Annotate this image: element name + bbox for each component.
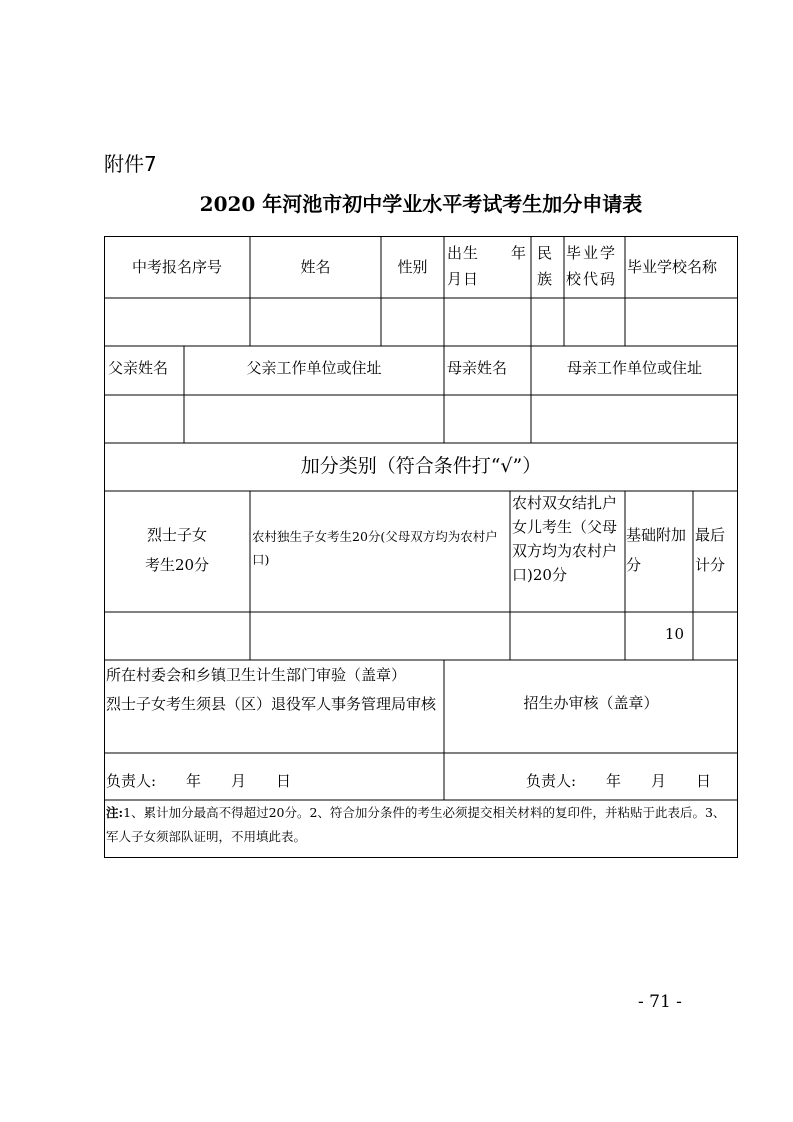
- note-label: 注:: [106, 805, 124, 820]
- header-father-name: 父亲姓名: [108, 359, 169, 377]
- note-text: 1、累计加分最高不得超过20分。2、符合加分条件的考生必须提交相关材料的复印件，并粘贴于此表后。3、军人子女须部队证明，不用填此表。: [106, 805, 726, 844]
- base-points-value: 10: [664, 625, 684, 643]
- header-mother-name: 母亲姓名: [447, 359, 508, 377]
- header-registration-number: 中考报名序号: [131, 258, 222, 276]
- header-final-score: 最后计分: [695, 526, 726, 574]
- veterans-review-line: 烈士子女考生须县（区）退役军人事务管理局审核: [106, 695, 437, 713]
- header-name: 姓名: [300, 258, 331, 276]
- attachment-label: 附件7: [104, 152, 157, 176]
- form-title: 2020 年河池市初中学业水平考试考生加分申请表: [199, 192, 643, 216]
- header-base-points: 基础附加分: [626, 526, 687, 574]
- header-father-workplace: 父亲工作单位或住址: [246, 359, 382, 377]
- header-birth-date: 出生 年月日: [447, 244, 528, 288]
- admissions-review-label: 招生办审核（盖章）: [523, 694, 659, 712]
- header-school-code: 毕业学校代码: [566, 244, 618, 288]
- header-gender: 性别: [397, 258, 428, 276]
- header-rural-only-child: 农村独生子女考生20分(父母双方均为农村户口): [252, 529, 498, 567]
- application-form-table: [104, 236, 738, 858]
- header-mother-workplace: 母亲工作单位或住址: [566, 359, 702, 377]
- header-ethnicity: 民族: [537, 244, 553, 288]
- village-review-line: 所在村委会和乡镇卫生计生部门审验（盖章）: [106, 666, 407, 684]
- page-number: - 71 -: [638, 992, 682, 1012]
- header-martyr-children: 烈士子女考生20分: [144, 526, 210, 574]
- header-rural-two-daughters: 农村双女结扎户女儿考生（父母双方均为农村户口)20分: [512, 494, 618, 584]
- form-note: [106, 801, 736, 849]
- header-school-name: 毕业学校名称: [627, 258, 718, 276]
- left-signature-line: 负责人: 年 月 日: [106, 772, 292, 790]
- bonus-category-header: 加分类别（符合条件打“√”）: [300, 455, 542, 477]
- village-review-label: [106, 661, 444, 719]
- right-signature-line: 负责人: 年 月 日: [526, 772, 712, 790]
